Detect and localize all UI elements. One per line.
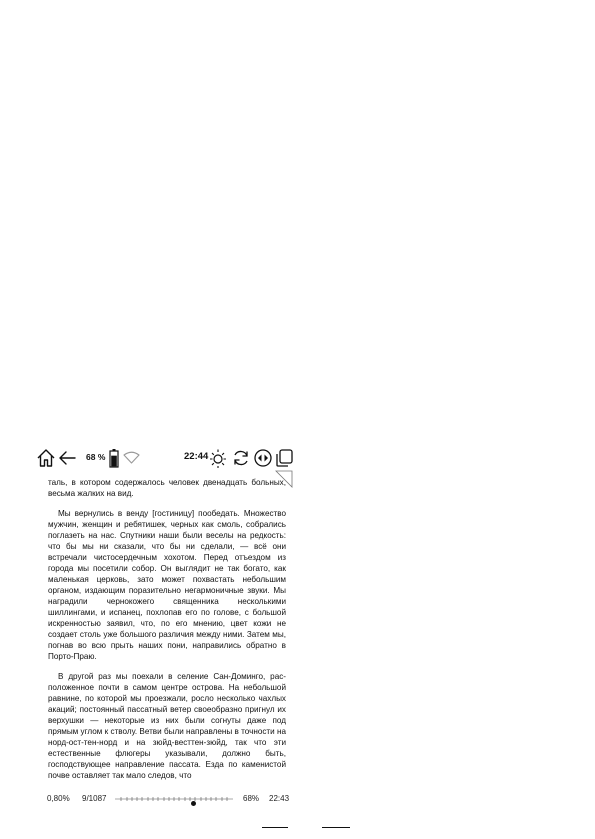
copy-icon[interactable] [274, 448, 294, 468]
sync-icon[interactable] [231, 448, 251, 468]
top-toolbar [36, 447, 294, 469]
dictionary-icon[interactable] [253, 448, 273, 468]
battery-icon [109, 448, 119, 468]
progress-bar[interactable] [115, 798, 233, 799]
wifi-icon[interactable] [123, 451, 140, 464]
footer-battery: 68% [243, 794, 260, 803]
battery-percent: 68 % [86, 452, 106, 462]
progress-handle[interactable] [191, 801, 196, 806]
page-number[interactable]: 9/1087 [82, 794, 107, 803]
brightness-icon[interactable] [208, 448, 228, 468]
status-clock: 22:44 [184, 451, 209, 462]
page-text[interactable] [48, 477, 286, 781]
reading-footer [40, 792, 298, 806]
back-arrow-icon[interactable] [57, 448, 77, 468]
home-icon[interactable] [36, 448, 56, 468]
bottom-mark [322, 827, 350, 828]
text-paragraph: В другой раз мы поехали в селение Сан-Доминго, расположенное почти в самом центре острова. На небольшой равнине, по которой мы проезжали, росло несколько чахлых акаций; постоянный пассатный ветер своеобразно пригнул их верхушки — некоторые из них были согнуты даже под прямым углом к стволу. Ветви были направлены в точности на норд-ост-тен-норд и на зюйд-весттен-зюйд, так что эти естественные флюгеры указывали, должно быть, господствующее направление пассата. Езда по каменистой почве оставляет так мало следов, что [48, 672, 286, 780]
text-paragraph: таль, в котором содержалось человек двенадцать больных, весьма жалких на вид. [48, 478, 286, 498]
percent-read: 0,80% [47, 794, 70, 803]
text-paragraph: Мы вернулись в венду [гостиницу] пообедать. Множество мужчин, женщин и ребятишек, черных как смоль, собрались поглазеть на нас. Спутники наши были веселы на редкость: что бы мы ни сказали, что бы ни сделали, — всё они встречали чистосердечным хохотом. Перед отъездом из города мы посетили собор. Он выглядит не так богато, как маленькая церковь, зато может похвастать небольшим органом, издающим поразительно негармоничные звуки. Мы наградили чернокожего священника несколькими шиллингами, и испанец, похлопав его по голове, с большой искренностью заявил, что, по его мнению, цвет кожи не создает столь уже большого различия между ними. Затем мы, погнав во всю прыть наших пони, направились обратно в Порто-Праю. [48, 509, 286, 661]
footer-time: 22:43 [269, 794, 290, 803]
bottom-mark [262, 827, 288, 828]
